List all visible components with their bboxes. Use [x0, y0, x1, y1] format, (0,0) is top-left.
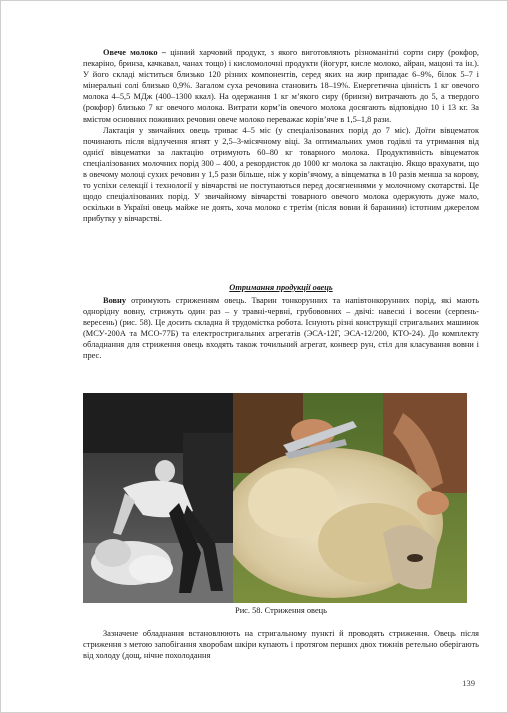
paragraph-sheep-milk [83, 47, 479, 125]
equipment-section [83, 628, 479, 661]
figure-caption: Рис. 58. Стриження овець [235, 606, 327, 615]
wool-section [83, 295, 479, 362]
page-number: 139 [462, 678, 475, 688]
shearing-photo-color [233, 393, 467, 603]
shearing-photo-color-image [233, 393, 467, 603]
paragraph-lead-term: Вовну [103, 296, 127, 305]
shearing-photo-bw-image [83, 393, 233, 603]
milk-section [83, 47, 479, 225]
paragraph-body: отримують стриженням овець. Тварин тонкорунних та напівтонкорунних порід, які мають однорідну вовну, стрижуть один раз – у травні-червні, грубововних – двічі: навесні і восени (серпень-вересень) (рис. 58). Це досить складна й трудомістка робота. Існують різні конструкції стригальних машинок (МСУ-200А та МСО-77Б) та електростригальних агрегатів (ЭСА-12Г, ЭСА-12/200, КТО-24). До комплекту обладнання для стриження овець входять також точильний агрегат, конвеєр рун, стіл для класування вовни і прес. [83, 296, 479, 361]
paragraph-equipment: Зазначене обладнання встановлюють на стригальному пункті й проводять стриження. Овець після стриження з метою запобігання хворобам шкіри купають і протягом перших двох тижнів ретельно оберігають від холоду (дощ, нічне похолодання [83, 629, 479, 661]
paragraph-lactation: Лактація у звичайних овець триває 4–5 міс (у спеціалізованих порід до 7 міс). Доїти вівцематок починають після відлучення ягнят у 2,5–3-місячному віці. За оптимальних умов годівлі та утримання від однієї вівцематки за лактацію отримують 60–80 кг товарного молока. Продуктивність вівцематок спеціалізованих молочних порід 300 – 400, а рекордисток до 1000 кг молока за лактацію. Якщо врахувати, що в овечому молоці сухих речовин у 1,5 рази більше, ніж у корів’ячому, а вівцематка в 10 разів менша за корову, то успіхи селекції і технології у вівчарстві не поступаються перед досягненнями у молочному скотарстві. Це щодо спеціалізованих порід. У звичайному вівчарстві товарного овечого молока одержують дуже мало, оскільки в Україні овець майже не доять, хоча молоко є третім (після вовни й баранини) істотним джерелом прибутку у вівчарстві. [83, 125, 479, 224]
paragraph-body: цінний харчовий продукт, з якого виготовляють різноманітні сорти сиру (рокфор, пекаріно, бринза, качкавал, чанах тощо) і кисломолочні продукти (йогурт, кисле молоко, айран, мацоні та ін.). У його складі міститься близько 120 різних компонентів, серед яких на жир припадає 6–9%, білок 5–7 і мінеральні солі близько 0,9%. Загалом суха речовина становить 18–19%. Енергетична цінність 1 кг овечого молока 4–5,5 МДж (400–1300 ккал). На одержання 1 кг м’якого сиру (бринзи) витрачають до 5, а твердого (рокфор) близько 7 кг овечого молока. Витрати кормʼів овечого молока досягають відповідно 10 і 13 кг. За вмістом основних поживних речовин овече молоко переважає корів’яче в 1,5–1,8 рази. [83, 48, 479, 124]
paragraph-lead-term: Овече молоко – [103, 48, 166, 57]
section-title: Отримання продукції овець [229, 283, 333, 292]
paragraph-wool [83, 295, 479, 362]
shearing-photo-bw [83, 393, 233, 603]
